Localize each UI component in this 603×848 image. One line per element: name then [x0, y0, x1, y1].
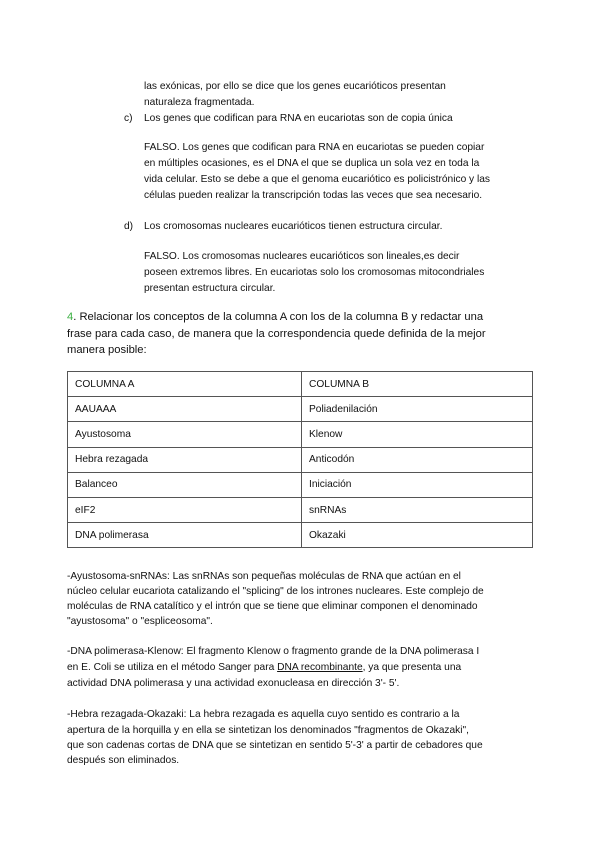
table-row — [68, 523, 533, 548]
column-a-cell: Balanceo — [68, 472, 302, 497]
item-c-statement: Los genes que codifican para RNA en eucariotas son de copia única — [144, 113, 453, 124]
columns-table — [67, 371, 533, 548]
column-a-cell: Ayustosoma — [68, 422, 302, 447]
para-1-line: "ayustosoma" o "espliceosoma". — [67, 616, 213, 627]
para-3-line: que son cadenas cortas de DNA que se sintetizan en sentido 5'-3' a partir de cebadores que — [67, 740, 483, 751]
question-4-line-2: frase para cada caso, de manera que la correspondencia quede definida de la mejor — [67, 328, 486, 340]
question-4-line-3: manera posible: — [67, 344, 147, 356]
para-2-text: en E. Coli se utiliza en el método Sanger para — [67, 662, 278, 673]
column-a-header: COLUMNA A — [68, 372, 302, 397]
item-d-answer-line: FALSO. Los cromosomas nucleares eucarióticos son lineales,es decir — [144, 251, 460, 262]
table-row — [68, 422, 533, 447]
dna-recombinante-link[interactable]: DNA recombinante — [277, 662, 363, 673]
para-3-line: después son eliminados. — [67, 755, 180, 766]
column-a-cell: DNA polimerasa — [68, 523, 302, 548]
item-d-label: d) — [124, 221, 134, 232]
item-c-answer-line: células pueden realizar la transcripción todas las veces que sea necesario. — [144, 190, 483, 201]
para-1-line: moléculas de RNA catalítico y el intrón que se tiene que eliminar componen el denominado — [67, 601, 478, 612]
para-3-line: apertura de la horquilla y en ella se sintetizan los denominados "fragmentos de Okazaki", — [67, 725, 469, 736]
column-b-cell: Poliadenilación — [302, 397, 533, 422]
para-3-line: -Hebra rezagada-Okazaki: La hebra rezagada es aquella cuyo sentido es contrario a la — [67, 709, 460, 720]
column-b-cell: Anticodón — [302, 447, 533, 472]
column-b-cell: Klenow — [302, 422, 533, 447]
intro-line-2: naturaleza fragmentada. — [144, 97, 255, 108]
column-b-cell: snRNAs — [302, 497, 533, 522]
column-b-cell: Okazaki — [302, 523, 533, 548]
column-a-cell: AAUAAA — [68, 397, 302, 422]
question-4-text: . Relacionar los conceptos de la columna A con los de la columna B y redactar una — [73, 311, 484, 323]
table-row — [68, 472, 533, 497]
para-2-line: -DNA polimerasa-Klenow: El fragmento Klenow o fragmento grande de la DNA polimerasa I — [67, 646, 480, 657]
table-header-row — [68, 372, 533, 397]
column-b-header: COLUMNA B — [302, 372, 533, 397]
table-row — [68, 497, 533, 522]
column-a-cell: eIF2 — [68, 497, 302, 522]
question-number: 4 — [67, 311, 74, 323]
item-c-answer-line: en múltiples ocasiones, es el DNA el que se duplica un sola vez en toda la — [144, 158, 480, 169]
para-1-line: -Ayustosoma-snRNAs: Las snRNAs son pequeñas moléculas de RNA que actúan en el — [67, 571, 461, 582]
para-2-text: , ya que presenta una — [362, 662, 462, 673]
column-a-cell: Hebra rezagada — [68, 447, 302, 472]
item-d-answer-line: poseen extremos libres. En eucariotas solo los cromosomas mitocondriales — [144, 267, 485, 278]
item-c-answer-line: vida celular. Esto se debe a que el genoma eucariótico es policistrónico y las — [144, 174, 491, 185]
item-d-statement: Los cromosomas nucleares eucarióticos tienen estructura circular. — [144, 221, 443, 232]
para-1-line: núcleo celular eucariota catalizando el "splicing" de los intrones nucleares. Este complejo de — [67, 586, 484, 597]
item-c-answer-line: FALSO. Los genes que codifican para RNA en eucariotas se pueden copiar — [144, 142, 485, 153]
question-4-line-1 — [67, 309, 483, 326]
table-row — [68, 397, 533, 422]
item-c-label: c) — [124, 113, 133, 124]
table-row — [68, 447, 533, 472]
column-b-cell: Iniciación — [302, 472, 533, 497]
intro-line-1: las exónicas, por ello se dice que los genes eucarióticos presentan — [144, 81, 446, 92]
para-2-line — [67, 660, 461, 676]
item-d-answer-line: presentan estructura circular. — [144, 283, 276, 294]
para-2-line: actividad DNA polimerasa y una actividad exonucleasa en dirección 3'- 5'. — [67, 678, 400, 689]
